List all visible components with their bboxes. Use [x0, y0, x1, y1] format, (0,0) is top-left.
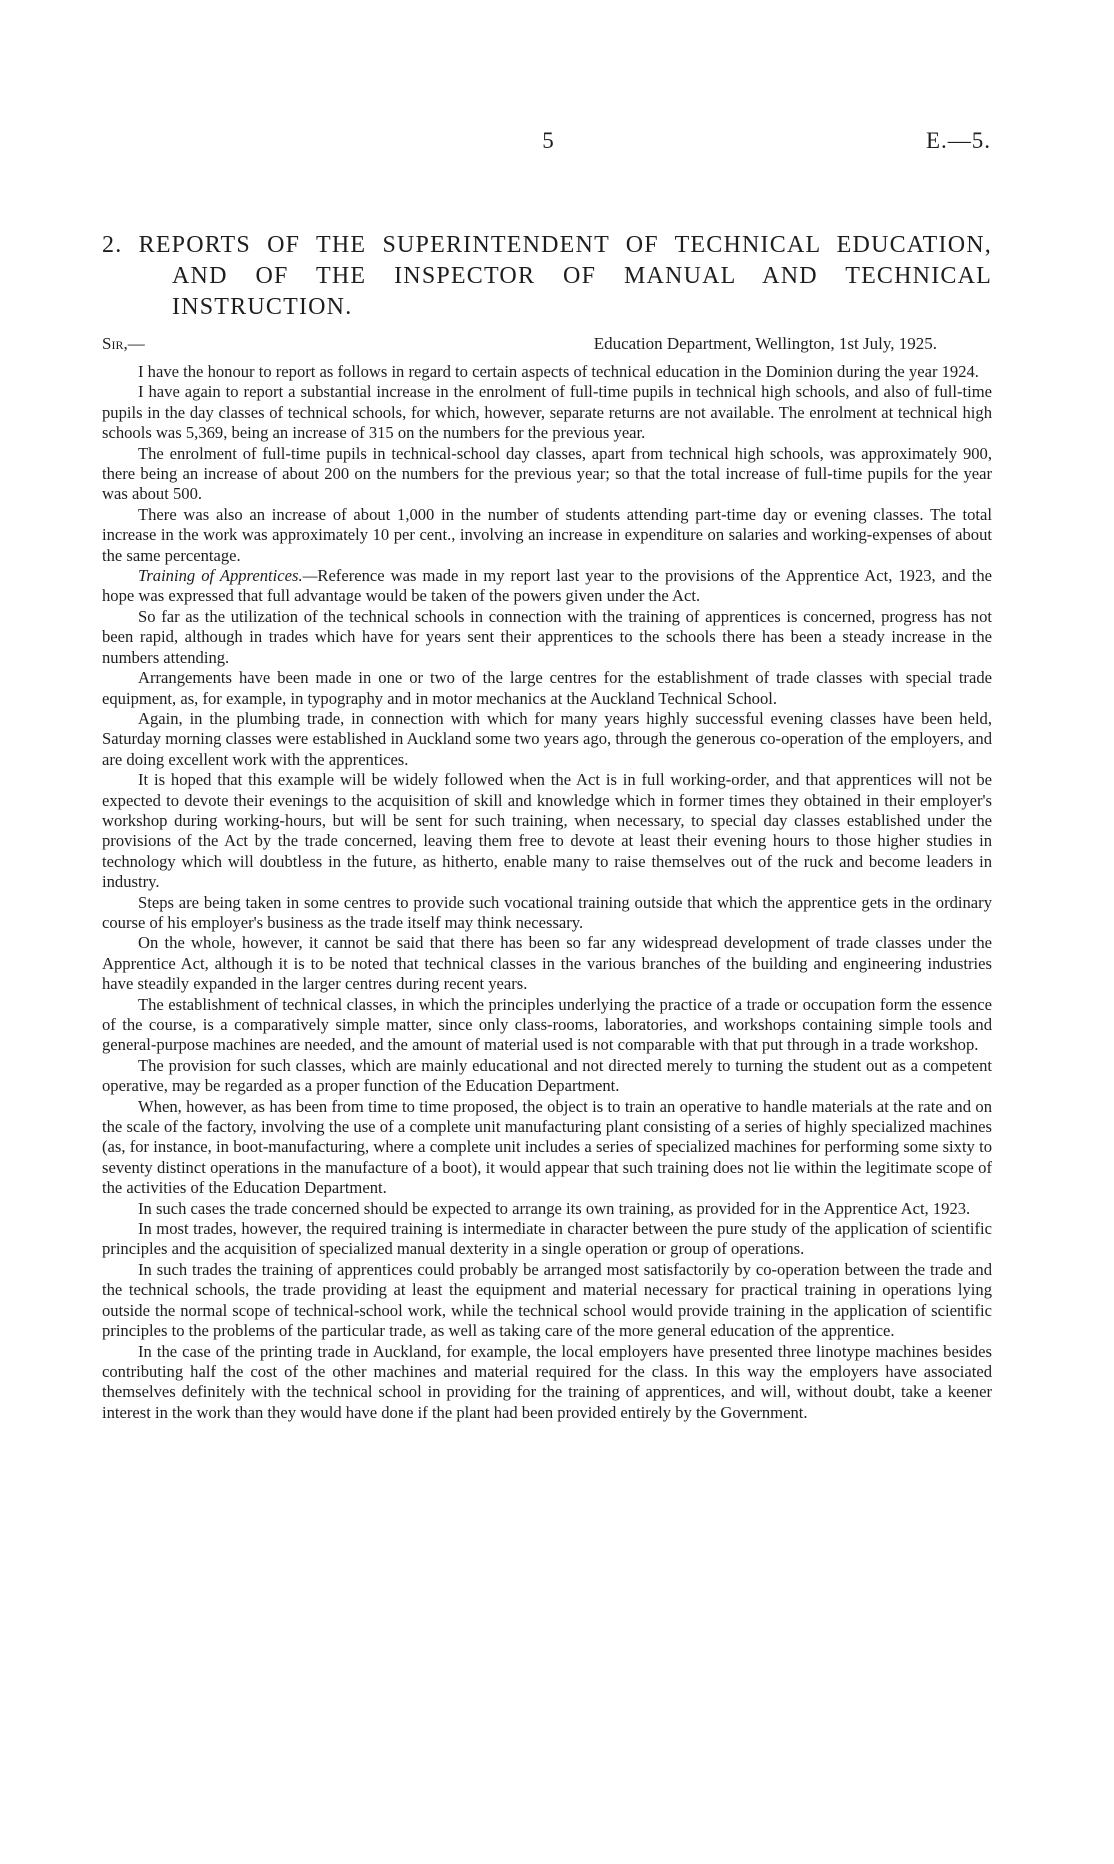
- paragraph: In such cases the trade concerned should be expected to arrange its own training, as provided for in the Apprentice Act, 1923.: [138, 1198, 971, 1218]
- salutation: Sir,—: [102, 334, 145, 353]
- section-heading-training-of-apprentices: Training of Apprentices.—: [138, 566, 318, 586]
- report-title-line-1: 2. REPORTS OF THE SUPERINTENDENT OF TECHNICAL EDUCATION,: [102, 232, 992, 258]
- paragraph: In most trades, however, the required training is intermediate in character between the pure study of the application of scientific principles and the acquisition of specialized manual dexterity in a single operation or group of operations.: [102, 1219, 992, 1259]
- paragraph: There was also an increase of about 1,000 in the number of students attending part-time day or evening classes. The total increase in the work was approximately 10 per cent., involving an increase in expenditure on salaries and working-expenses of about the same percentage.: [102, 504, 992, 565]
- report-title-line-2: AND OF THE INSPECTOR OF MANUAL AND TECHNICAL: [172, 263, 992, 289]
- paragraph: When, however, as has been from time to time proposed, the object is to train an operative to handle materials at the rate and on the scale of the factory, involving the use of a complete unit manufacturing plant consisting of a series of highly specialized machines (as, for instance, in boot-manufacturing, where a complete unit includes a series of specialized machines for performing some sixty to seventy distinct operations in the manufacture of a boot), it would appear that such training does not lie within the legitimate scope of the activities of the Education Department.: [102, 1096, 992, 1198]
- paragraph: The establishment of technical classes, in which the principles underlying the practice of a trade or occupation form the essence of the course, is a comparatively simple matter, since only class-rooms, laboratories, and workshops containing simple tools and general-purpose machines are needed, and the amount of material used is not comparable with that put through in a trade workshop.: [102, 994, 992, 1055]
- paragraph-training-of-apprentices: [102, 566, 992, 607]
- paragraph: In the case of the printing trade in Auckland, for example, the local employers have presented three linotype machines besides contributing half the cost of the other machines and material required for the class. In this way the employers have associated themselves definitely with the technical school in providing for the training of apprentices, and will, without doubt, take a keener interest in the work than they would have done if the plant had been provided entirely by the Government.: [102, 1341, 992, 1422]
- paragraph: The provision for such classes, which are mainly educational and not directed merely to turning the student out as a competent operative, may be regarded as a proper function of the Education Department.: [102, 1055, 992, 1096]
- report-title-line-3: INSTRUCTION.: [172, 294, 353, 320]
- page-header: [0, 128, 1114, 168]
- letter-opening: [102, 334, 992, 358]
- paragraph: In such trades the training of apprentices could probably be arranged most satisfactorily by co-operation between the trade and the technical schools, the trade providing at least the equipment and material necessary for practical training in operations lying outside the normal scope of technical-school work, while the technical school would provide training in the application of scientific principles to the problems of the particular trade, as well as taking care of the more general education of the apprentice.: [102, 1259, 992, 1341]
- paragraph: On the whole, however, it cannot be said that there has been so far any widespread development of trade classes under the Apprentice Act, although it is to be noted that technical classes in the various branches of the building and engineering industries have steadily expanded in the larger centres during recent years.: [102, 933, 992, 994]
- paragraph: I have again to report a substantial increase in the enrolment of full-time pupils in technical high schools, and also of full-time pupils in the day classes of technical schools, for which, however, separate returns are not available. The enrolment at technical high schools was 5,369, being an increase of 315 on the numbers for the previous year.: [102, 382, 992, 443]
- paragraph: I have the honour to report as follows in regard to certain aspects of technical education in the Dominion during the year 1924.: [138, 362, 979, 381]
- dateline: Education Department, Wellington, 1st July, 1925.: [593, 334, 937, 353]
- document-code: E.—5.: [925, 128, 991, 153]
- paragraph: Again, in the plumbing trade, in connection with which for many years highly successful evening classes have been held, Saturday morning classes were established in Auckland some two years ago, through the generous co-operation of the employers, and are doing excellent work with the apprentices.: [102, 708, 992, 769]
- paragraph: So far as the utilization of the technical schools in connection with the training of apprentices is concerned, progress has not been rapid, although in trades which have for years sent their apprentices to the schools there has been a steady increase in the numbers attending.: [102, 606, 992, 667]
- page-number: 5: [542, 128, 554, 153]
- report-title: [102, 230, 992, 323]
- paragraph: The enrolment of full-time pupils in technical-school day classes, apart from technical high schools, was approximately 900, there being an increase of about 200 on the numbers for the previous year; so that the total increase of full-time pupils for the year was about 500.: [102, 443, 992, 504]
- report-body: [102, 362, 992, 1423]
- paragraph: Arrangements have been made in one or two of the large centres for the establishment of trade classes with special trade equipment, as, for example, in typography and in motor mechanics at the Auckland Technical School.: [102, 668, 992, 708]
- paragraph: Steps are being taken in some centres to provide such vocational training outside that which the apprentice gets in the ordinary course of his employer's business as the trade itself may think necessary.: [102, 892, 992, 932]
- paragraph: It is hoped that this example will be widely followed when the Act is in full working-order, and that apprentices will not be expected to devote their evenings to the acquisition of skill and knowledge which in former times they obtained in their employer's workshop during working-hours, but will be sent for such training, when necessary, to special day classes established under the provisions of the Act by the trade concerned, leaving them free to devote at least their evening hours to those higher studies in technology which will doubtless in the future, as hitherto, enable many to raise themselves out of the ruck and become leaders in industry.: [102, 770, 992, 892]
- paragraph-text: Reference was made in my report last year to the provisions of the Apprentice Act, 1923, and the hope was expressed that full advantage would be taken of the powers given under the Act.: [102, 566, 992, 606]
